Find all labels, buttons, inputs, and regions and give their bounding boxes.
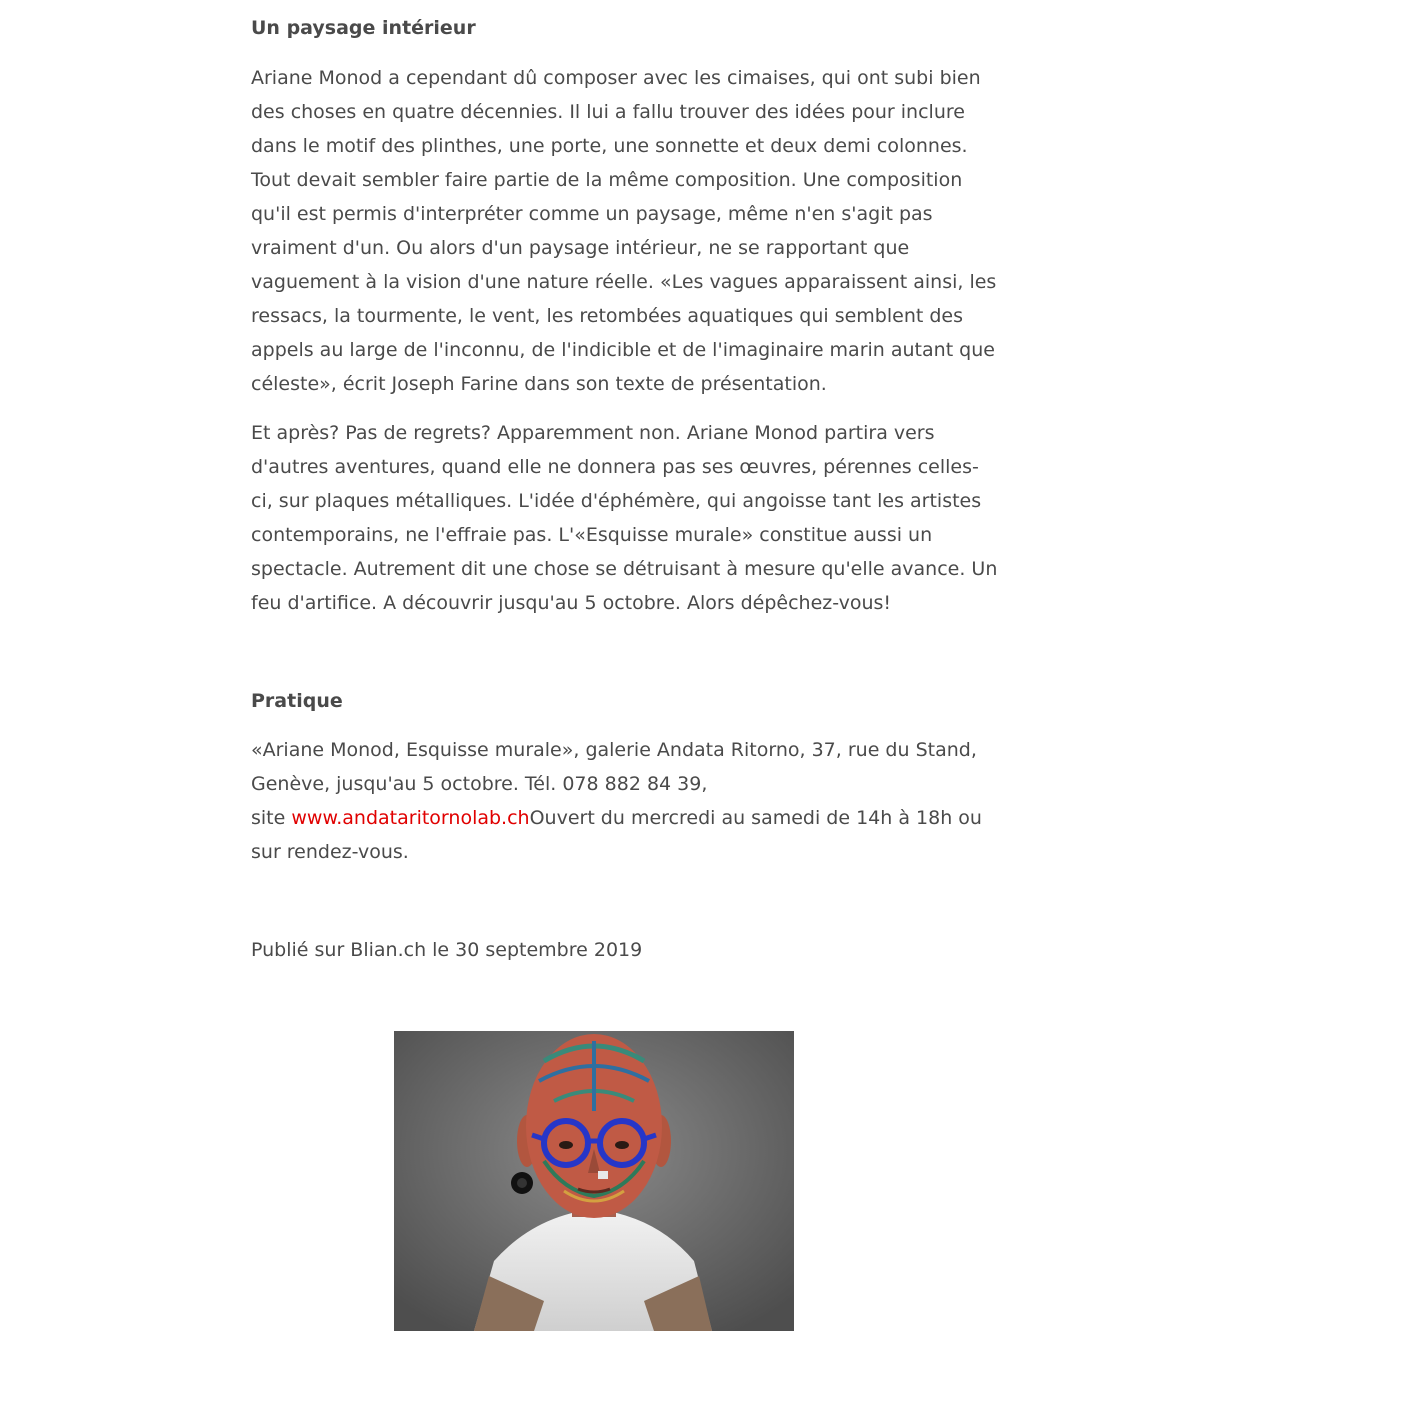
portrait-photo (394, 1031, 794, 1331)
info-line-with-link (251, 801, 982, 835)
tattooed-man-portrait-image (394, 1031, 794, 1331)
info-line: Genève, jusqu'au 5 octobre. Tél. 078 882 84 39, (251, 773, 708, 795)
paragraph-line: dans le motif des plinthes, une porte, une sonnette et deux demi colonnes. (251, 135, 968, 157)
paragraph-line: spectacle. Autrement dit une chose se détruisant à mesure qu'elle avance. Un (251, 558, 998, 580)
paragraph-line: ci, sur plaques métalliques. L'idée d'éphémère, qui angoisse tant les artistes (251, 490, 982, 512)
paragraph-line: des choses en quatre décennies. Il lui a fallu trouver des idées pour inclure (251, 101, 965, 123)
paragraph-cimaises (251, 61, 997, 401)
paragraph-line: feu d'artifice. A découvrir jusqu'au 5 octobre. Alors dépêchez-vous! (251, 592, 892, 614)
section-heading-pratique: Pratique (251, 690, 343, 712)
opening-hours-text: Ouvert du mercredi au samedi de 14h à 18h ou (529, 807, 982, 829)
paragraph-line: Ariane Monod a cependant dû composer avec les cimaises, qui ont subi bien (251, 67, 981, 89)
info-line: «Ariane Monod, Esquisse murale», galerie Andata Ritorno, 37, rue du Stand, (251, 739, 977, 761)
pratique-info (251, 733, 982, 869)
paragraph-line: d'autres aventures, quand elle ne donnera pas ses œuvres, pérennes celles- (251, 456, 979, 478)
paragraph-line: contemporains, ne l'effraie pas. L'«Esquisse murale» constitue aussi un (251, 524, 933, 546)
paragraph-et-apres (251, 416, 998, 620)
paragraph-line: Tout devait sembler faire partie de la même composition. Une composition (251, 169, 963, 191)
paragraph-line: appels au large de l'inconnu, de l'indicible et de l'imaginaire marin autant que (251, 339, 995, 361)
paragraph-line: vraiment d'un. Ou alors d'un paysage intérieur, ne se rapportant que (251, 237, 910, 259)
gallery-website-link[interactable]: www.andataritornolab.ch (291, 807, 530, 829)
section-heading-paysage: Un paysage intérieur (251, 17, 476, 39)
paragraph-line: qu'il est permis d'interpréter comme un paysage, même n'en s'agit pas (251, 203, 933, 225)
site-label: site (251, 807, 292, 829)
paragraph-line: céleste», écrit Joseph Farine dans son texte de présentation. (251, 373, 827, 395)
publication-note: Publié sur Blian.ch le 30 septembre 2019 (251, 939, 643, 961)
paragraph-line: vaguement à la vision d'une nature réelle. «Les vagues apparaissent ainsi, les (251, 271, 997, 293)
paragraph-line: ressacs, la tourmente, le vent, les retombées aquatiques qui semblent des (251, 305, 963, 327)
paragraph-line: Et après? Pas de regrets? Apparemment non. Ariane Monod partira vers (251, 422, 935, 444)
info-line: sur rendez-vous. (251, 841, 409, 863)
